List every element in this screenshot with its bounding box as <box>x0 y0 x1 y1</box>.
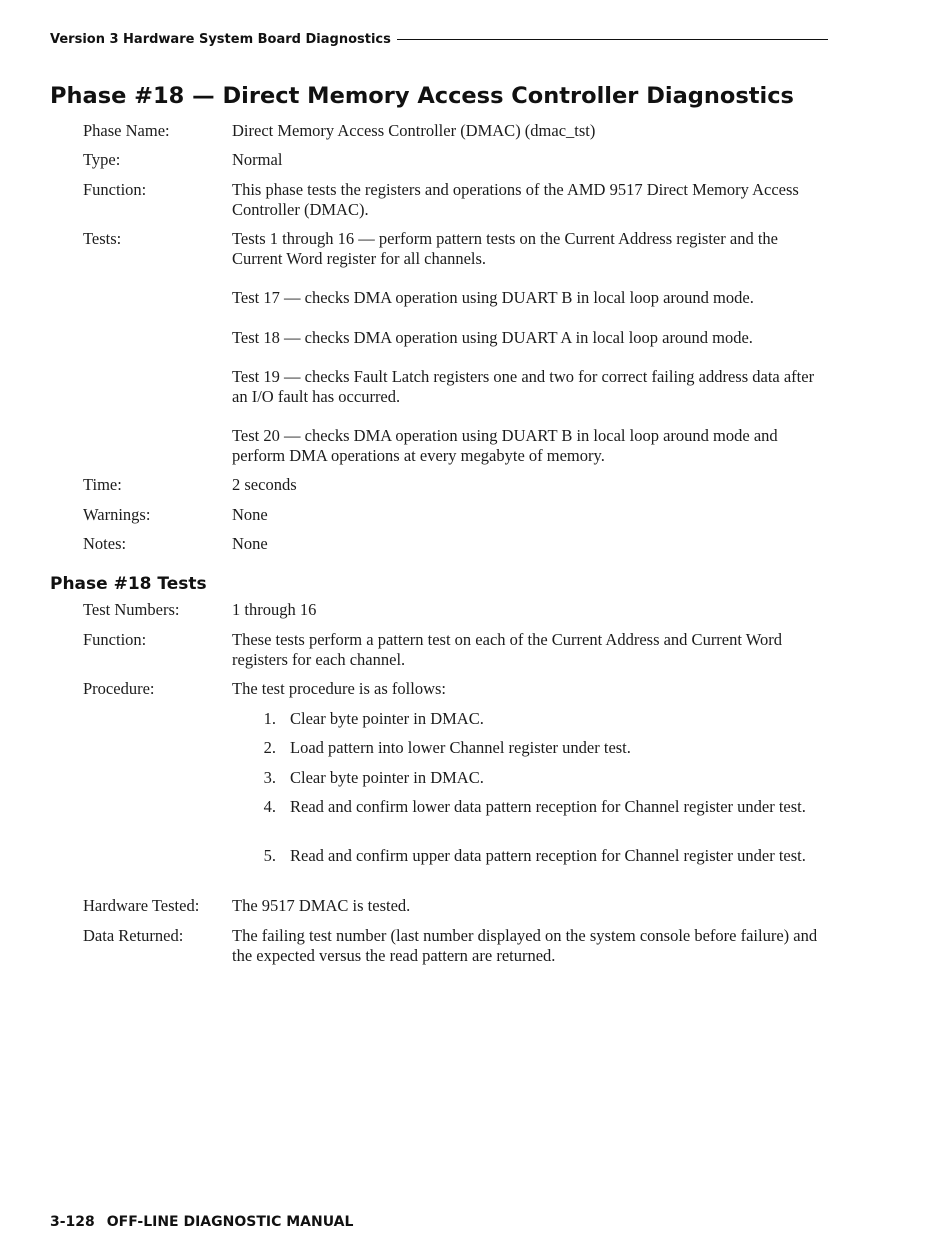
hardware-tested-value: The 9517 DMAC is tested. <box>232 896 411 915</box>
notes-label: Notes: <box>83 534 127 553</box>
step-number: 2. <box>263 738 276 757</box>
tests-label: Tests: <box>83 229 122 248</box>
phase-name-label: Phase Name: <box>83 121 170 140</box>
page-number: 3-128 <box>50 1214 95 1230</box>
time-value: 2 seconds <box>232 475 297 494</box>
running-header-text: Version 3 Hardware System Board Diagnostics <box>50 31 391 47</box>
tests-function-value: These tests perform a pattern test on each of the Current Address and Current Word registers for each channel. <box>232 630 783 669</box>
procedure-intro: The test procedure is as follows: <box>232 679 446 698</box>
step-number: 4. <box>263 797 276 816</box>
test-numbers-value: 1 through 16 <box>232 600 317 619</box>
step-text: Read and confirm lower data pattern reception for Channel register under test. <box>290 797 806 816</box>
header-rule <box>397 39 828 40</box>
type-value: Normal <box>232 150 283 169</box>
warnings-value: None <box>232 505 268 524</box>
hardware-tested-label: Hardware Tested: <box>83 896 200 915</box>
phase-name-value: Direct Memory Access Controller (DMAC) (dmac_tst) <box>232 121 596 140</box>
warnings-label: Warnings: <box>83 505 151 524</box>
manual-title: OFF-LINE DIAGNOSTIC MANUAL <box>106 1214 354 1230</box>
step-text: Clear byte pointer in DMAC. <box>290 768 484 787</box>
step-number: 3. <box>263 768 276 787</box>
test-description: Test 17 — checks DMA operation using DUART B in local loop around mode. <box>232 288 754 307</box>
data-returned-value: The failing test number (last number displayed on the system console before failure) and the expected versus the read pattern are returned. <box>232 926 818 965</box>
step-number: 1. <box>263 709 276 728</box>
test-numbers-label: Test Numbers: <box>83 600 180 619</box>
test-description: Test 18 — checks DMA operation using DUART A in local loop around mode. <box>232 328 753 347</box>
function-value: This phase tests the registers and operations of the AMD 9517 Direct Memory Access Controller (DMAC). <box>232 180 799 219</box>
test-description: Test 19 — checks Fault Latch registers one and two for correct failing address data after an I/O fault has occurred. <box>232 367 815 406</box>
type-label: Type: <box>83 150 121 169</box>
page-footer <box>50 1214 353 1230</box>
procedure-label: Procedure: <box>83 679 155 698</box>
time-label: Time: <box>83 475 122 494</box>
test-description: Tests 1 through 16 — perform pattern tests on the Current Address register and the Current Word register for all channels. <box>232 229 778 268</box>
page-title: Phase #18 — Direct Memory Access Controller Diagnostics <box>50 83 794 109</box>
section-title: Phase #18 Tests <box>50 574 207 594</box>
data-returned-label: Data Returned: <box>83 926 184 945</box>
step-text: Clear byte pointer in DMAC. <box>290 709 484 728</box>
test-description: Test 20 — checks DMA operation using DUART B in local loop around mode and perform DMA operations at every megabyte of memory. <box>232 426 778 465</box>
step-text: Read and confirm upper data pattern reception for Channel register under test. <box>290 846 806 865</box>
notes-value: None <box>232 534 268 553</box>
tests-function-label: Function: <box>83 630 147 649</box>
step-text: Load pattern into lower Channel register under test. <box>290 738 631 757</box>
function-label: Function: <box>83 180 147 199</box>
running-header <box>50 30 828 48</box>
step-number: 5. <box>263 846 276 865</box>
